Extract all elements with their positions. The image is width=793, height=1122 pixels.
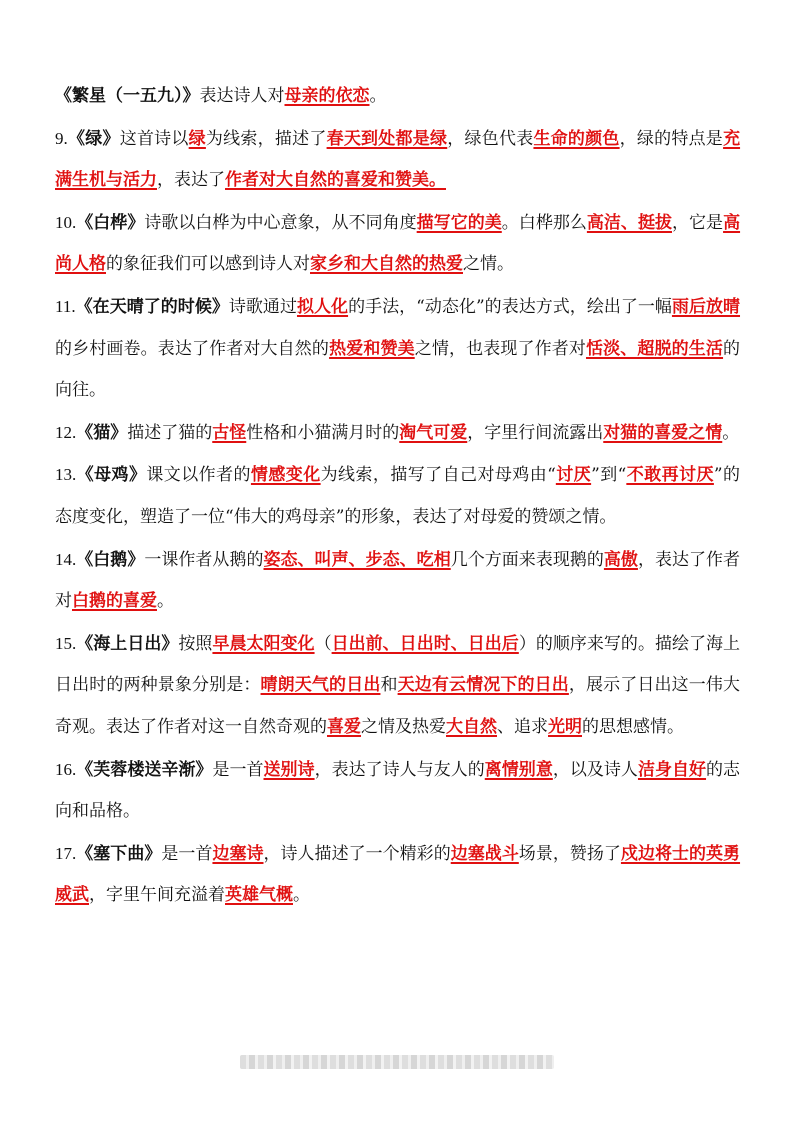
body-text: 为线索，描述了 <box>205 128 327 149</box>
key-phrase: 母亲的依恋 <box>284 86 370 106</box>
item-number: 11. <box>55 296 76 316</box>
key-phrase: 高尚人格 <box>55 212 741 275</box>
key-phrase: 大自然 <box>446 716 497 737</box>
lesson-title: 《繁星（一五九）》 <box>55 86 200 106</box>
body-text: 是一首 <box>212 759 264 780</box>
key-phrase: 戍边将士的英勇威武 <box>55 843 741 906</box>
item-number: 17. <box>55 843 77 863</box>
lesson-title: 《猫》 <box>76 422 128 443</box>
key-phrase: 英雄气概 <box>225 885 293 906</box>
key-phrase: 雨后放晴 <box>671 296 741 317</box>
lesson-title: 《芙蓉楼送辛渐》 <box>76 759 213 780</box>
key-phrase: 离情别意 <box>484 759 553 780</box>
lesson-title: 《在天晴了的时候》 <box>75 296 229 317</box>
body-text: 之情及热爱 <box>361 716 446 737</box>
key-phrase: 不敢再讨厌 <box>626 465 714 486</box>
key-phrase: 白鹅的喜爱 <box>72 591 157 612</box>
item-number: 16. <box>55 759 77 779</box>
paragraph <box>55 76 740 118</box>
key-phrase: 春天到处都是绿 <box>326 128 448 149</box>
body-text: ，表达了诗人与友人的 <box>314 759 485 780</box>
key-phrase: 洁身自好 <box>637 759 707 780</box>
key-phrase: 喜爱 <box>327 716 361 737</box>
key-phrase: 热爱和赞美 <box>329 338 415 359</box>
body-text: 按照 <box>178 633 213 654</box>
paragraph <box>55 412 740 455</box>
body-text: 和 <box>380 675 398 696</box>
body-text: 表达诗人对 <box>199 86 285 106</box>
body-text: 。 <box>369 86 387 106</box>
key-phrase: 送别诗 <box>263 759 315 780</box>
key-phrase: 生命的颜色 <box>533 128 620 149</box>
body-text: 课文以作者的 <box>146 465 251 486</box>
item-number: 13. <box>55 465 77 485</box>
body-text: ，它是 <box>672 212 724 233</box>
key-phrase: 情感变化 <box>250 465 321 486</box>
body-text: （ <box>314 633 332 654</box>
paragraph <box>55 749 740 833</box>
body-text: 。 <box>293 885 310 906</box>
body-text: ，绿的特点是 <box>619 128 724 149</box>
body-text: 之情。 <box>463 254 514 275</box>
key-phrase: 绿 <box>188 128 206 149</box>
item-number: 14. <box>55 549 77 569</box>
body-text: ，字里午间充溢着 <box>89 885 225 906</box>
body-text: 性格和小猫满月时的 <box>246 422 400 443</box>
body-text: 、追求 <box>497 716 548 737</box>
key-phrase: 早晨太阳变化 <box>212 633 315 654</box>
body-text: ，展示了日出这一伟大奇观。表达了作者对这一自然奇观的 <box>55 675 741 737</box>
body-text: 。白桦那么 <box>501 212 587 233</box>
body-text: 的乡村画卷。表达了作者对大自然的 <box>55 338 330 359</box>
key-phrase: 古怪 <box>212 422 247 443</box>
key-phrase: 作者对大自然的喜爱和赞美。 <box>225 170 446 191</box>
key-phrase: 讨厌 <box>555 465 592 486</box>
paragraph <box>55 623 740 749</box>
item-number: 15. <box>55 633 77 653</box>
key-phrase: 淘气可爱 <box>399 422 468 443</box>
body-text: 诗歌以白桦为中心意象，从不同角度 <box>144 212 417 233</box>
paragraph <box>55 118 740 202</box>
key-phrase: 充满生机与活力 <box>55 128 741 191</box>
body-text: 的思想感情。 <box>582 716 684 737</box>
paragraph <box>55 539 740 623</box>
body-text: ）的顺序来写的。描绘了海上日出时的两种景象分别是： <box>55 633 741 696</box>
paragraph <box>55 833 740 917</box>
body-text: 一课作者从鹅的 <box>144 549 264 570</box>
key-phrase: 描写它的美 <box>416 212 502 233</box>
key-phrase: 恬淡、超脱的生活 <box>586 338 724 359</box>
blurred-footer-watermark <box>240 1055 554 1069</box>
key-phrase: 光明 <box>548 716 582 737</box>
body-text: 。 <box>722 422 740 443</box>
body-text: ，表达了 <box>157 170 225 191</box>
body-text: 的向往。 <box>55 338 741 401</box>
body-text: 是一首 <box>161 843 213 864</box>
body-text: ，以及诗人 <box>552 759 638 780</box>
item-number: 12. <box>55 422 77 442</box>
body-text: ，诗人描述了一个精彩的 <box>263 843 451 864</box>
paragraph <box>55 454 740 538</box>
lesson-title: 《母鸡》 <box>76 465 147 486</box>
body-text: 。 <box>157 591 174 612</box>
body-text: ，绿色代表 <box>447 128 534 149</box>
body-text: 这首诗以 <box>119 128 189 149</box>
lesson-title: 《塞下曲》 <box>76 843 162 864</box>
body-text: 的手法，“动态化”的表达方式，绘出了一幅 <box>348 296 672 317</box>
key-phrase: 对猫的喜爱之情 <box>603 422 723 443</box>
body-text: 为线索，描写了自己对母鸡由“ <box>320 465 556 486</box>
key-phrase: 拟人化 <box>296 296 349 317</box>
item-number: 10. <box>55 212 77 232</box>
lesson-title: 《海上日出》 <box>76 633 179 654</box>
body-text: ”到“ <box>591 465 627 486</box>
key-phrase: 日出前、日出时、日出后 <box>331 633 519 654</box>
key-phrase: 晴朗天气的日出 <box>260 675 381 696</box>
body-text: 几个方面来表现鹅的 <box>450 549 604 570</box>
lesson-title: 《白鹅》 <box>76 549 145 570</box>
key-phrase: 边塞战斗 <box>450 843 519 864</box>
body-text: 诗歌通过 <box>228 296 297 317</box>
key-phrase: 高洁、挺拔 <box>586 212 672 233</box>
paragraph <box>55 286 740 412</box>
body-text: 的象征我们可以感到诗人对 <box>106 254 310 275</box>
key-phrase: 天边有云情况下的日出 <box>397 675 569 696</box>
lesson-title: 《白桦》 <box>76 212 145 233</box>
key-phrase: 姿态、叫声、步态、吃相 <box>263 549 451 570</box>
body-text: 之情，也表现了作者对 <box>414 338 587 359</box>
body-text: ”的态度变化，塑造了一位“伟大的鸡母亲”的形象，表达了对母爱的赞颂之情。 <box>55 465 741 527</box>
body-text: ，表达了作者对 <box>55 549 741 612</box>
body-text: 场景，赞扬了 <box>518 843 621 864</box>
body-text: 的志向和品格。 <box>55 759 741 822</box>
body-text: ，字里行间流露出 <box>467 422 604 443</box>
body-text: 描述了猫的 <box>127 422 213 443</box>
key-phrase: 家乡和大自然的热爱 <box>310 254 463 275</box>
document-body <box>55 76 740 917</box>
lesson-title: 《绿》 <box>67 128 120 149</box>
paragraph <box>55 202 740 286</box>
key-phrase: 边塞诗 <box>212 843 264 864</box>
key-phrase: 高傲 <box>603 549 638 570</box>
item-number: 9. <box>55 128 68 148</box>
